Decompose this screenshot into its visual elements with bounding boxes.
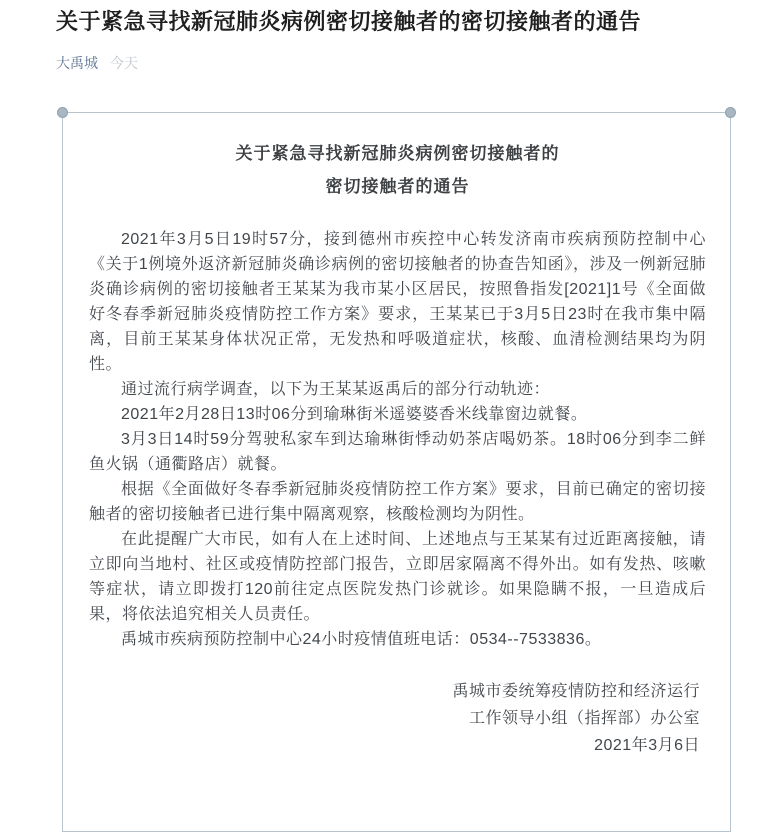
notice-paragraph: 禹城市疾病预防控制中心24小时疫情值班电话：0534--7533836。 [121, 630, 602, 648]
notice-heading-line1: 关于紧急寻找新冠肺炎病例密切接触者的 [235, 143, 560, 163]
signature-line: 禹城市委统筹疫情防控和经济运行 [452, 682, 700, 700]
notice-heading [89, 137, 706, 203]
notice-paragraph: 在此提醒广大市民，如有人在上述时间、上述地点与王某某有过近距离接触，请立即向当地村、社区或疫情防控部门报告，立即居家隔离不得外出。如有发热、咳嗽等症状，请立即拨打120前往定点医院发热门诊就诊。如果隐瞒不报，一旦造成后果，将依法追究相关人员责任。 [89, 530, 706, 623]
byline [56, 54, 760, 72]
notice-box [62, 112, 731, 832]
notice-heading-line2: 密切接触者的通告 [325, 176, 470, 196]
notice-body [89, 227, 706, 652]
account-name-link[interactable]: 大禹城 [56, 54, 98, 71]
page-title: 关于紧急寻找新冠肺炎病例密切接触者的密切接触者的通告 [56, 9, 642, 34]
notice-paragraph: 2021年3月5日19时57分，接到德州市疾控中心转发济南市疾病预防控制中心《关于1例境外返济新冠肺炎确诊病例的密切接触者的协查告知函》，涉及一例新冠肺炎确诊病例的密切接触者王某某为我市某小区居民，按照鲁指发[2021]1号《全面做好冬春季新冠肺炎疫情防控工作方案》要求，王某某已于3月5日23时在我市集中隔离，目前王某某身体状况正常，无发热和呼吸道症状，核酸、血清检测结果均为阴性。 [89, 230, 706, 373]
publish-time: 今天 [110, 54, 138, 71]
box-corner-handle-top-right [725, 107, 736, 118]
signature-line: 工作领导小组（指挥部）办公室 [468, 709, 700, 727]
box-corner-handle-top-left [57, 107, 68, 118]
notice-paragraph: 2021年2月28日13时06分到瑜琳街米遥婆婆香米线靠窗边就餐。 [121, 405, 588, 423]
signature-block [89, 678, 706, 759]
notice-paragraph: 根据《全面做好冬春季新冠肺炎疫情防控工作方案》要求，目前已确定的密切接触者的密切接触者已进行集中隔离观察，核酸检测均为阴性。 [89, 480, 706, 523]
notice-paragraph: 通过流行病学调查，以下为王某某返禹后的部分行动轨迹： [121, 380, 551, 398]
notice-paragraph: 3月3日14时59分驾驶私家车到达瑜琳街悸动奶茶店喝奶茶。18时06分到李二鲜鱼火锅（通衢路店）就餐。 [89, 430, 706, 473]
signature-line: 2021年3月6日 [594, 736, 700, 754]
